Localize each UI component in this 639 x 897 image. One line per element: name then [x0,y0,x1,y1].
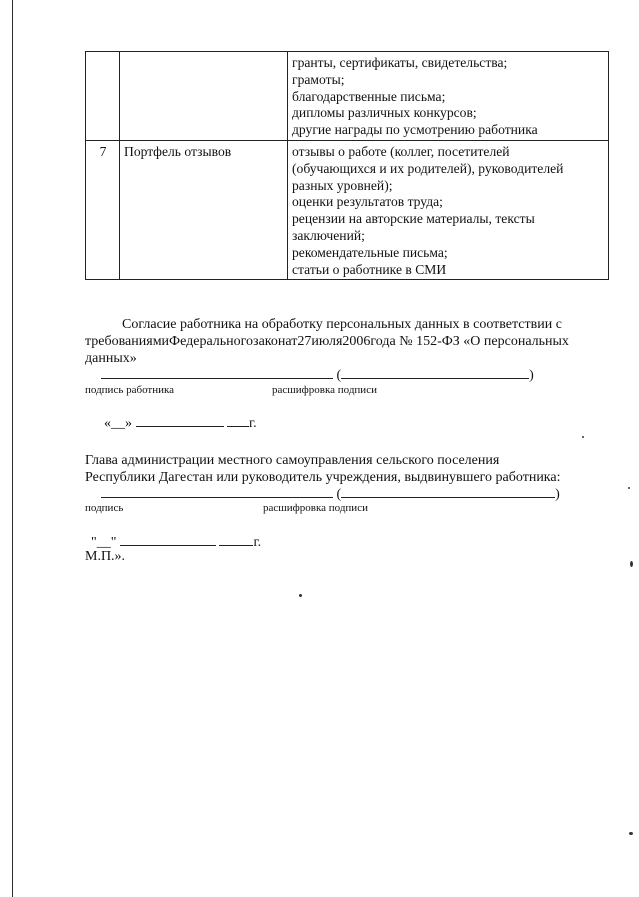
open-paren: ( [336,487,342,502]
row-items [288,140,609,279]
list-item: другие награды по усмотрению работника [292,122,538,138]
consent-line: требованиямиФедеральногозаконат27июля2006года № 152-ФЗ «О персональных [85,334,569,349]
list-item: гранты, сертификаты, свидетельства; [292,55,508,70]
list-item: разных уровней); [292,177,393,193]
open-quote: " [91,535,97,550]
decoding-blank [341,485,555,498]
open-paren: ( [336,368,342,383]
list-item: (обучающихся и их родителей), руководителей [292,160,564,176]
row-name: Портфель отзывов [120,140,288,279]
portfolio-table [85,51,609,280]
open-quote: « [104,416,111,431]
head-text-line: Республики Дагестан или руководитель учреждения, выдвинувшего работника: [85,470,561,485]
month-blank [120,533,216,546]
employee-signature-caption: подпись работника [85,384,175,396]
consent-paragraph [85,316,609,367]
close-quote: " [110,535,117,550]
day-blank: __ [111,416,125,431]
list-item: дипломы различных конкурсов; [292,105,477,121]
head-signature-line [101,485,560,503]
row-number: 7 [86,140,120,279]
list-item: рецензии на авторские материалы, тексты [292,211,535,227]
day-blank: __ [96,535,111,550]
decoding-blank [341,366,529,379]
scan-speck [629,832,633,835]
head-signature-caption: подпись [85,502,124,514]
row-items [288,52,609,141]
signature-blank [101,485,333,498]
year-blank [219,533,253,546]
list-item: рекомендательные письма; [292,244,448,260]
close-quote: » [125,416,132,431]
consent-line: Согласие работника на обработку персональных данных в соответствии с [122,317,562,332]
scan-speck [299,594,302,597]
employee-signature-line [101,366,534,384]
close-paren: ) [529,368,534,383]
year-suffix: г. [253,535,262,550]
list-item: благодарственные письма; [292,88,446,104]
head-decoding-caption: расшифровка подписи [263,502,368,514]
list-item: статьи о работнике в СМИ [292,261,447,277]
table-row [86,140,609,279]
table-row [86,52,609,141]
row-number [86,52,120,141]
list-item: заключений; [292,227,365,243]
stamp-place: М.П.». [85,549,126,564]
scan-speck [582,436,584,438]
employee-decoding-caption: расшифровка подписи [272,384,377,396]
scan-left-edge [12,0,13,897]
list-item: отзывы о работе (коллег, посетителей [292,143,510,159]
head-text-line: Глава администрации местного самоуправления сельского поселения [85,453,500,468]
row-name [120,52,288,141]
year-blank [227,414,249,427]
signature-blank [101,366,333,379]
scan-speck [628,487,630,489]
consent-line: данных» [85,351,137,366]
month-blank [136,414,224,427]
scan-speck [630,561,633,567]
date-line [104,414,257,432]
list-item: грамоты; [292,71,345,87]
list-item: оценки результатов труда; [292,194,443,210]
year-suffix: г. [249,416,257,431]
close-paren: ) [555,487,560,502]
